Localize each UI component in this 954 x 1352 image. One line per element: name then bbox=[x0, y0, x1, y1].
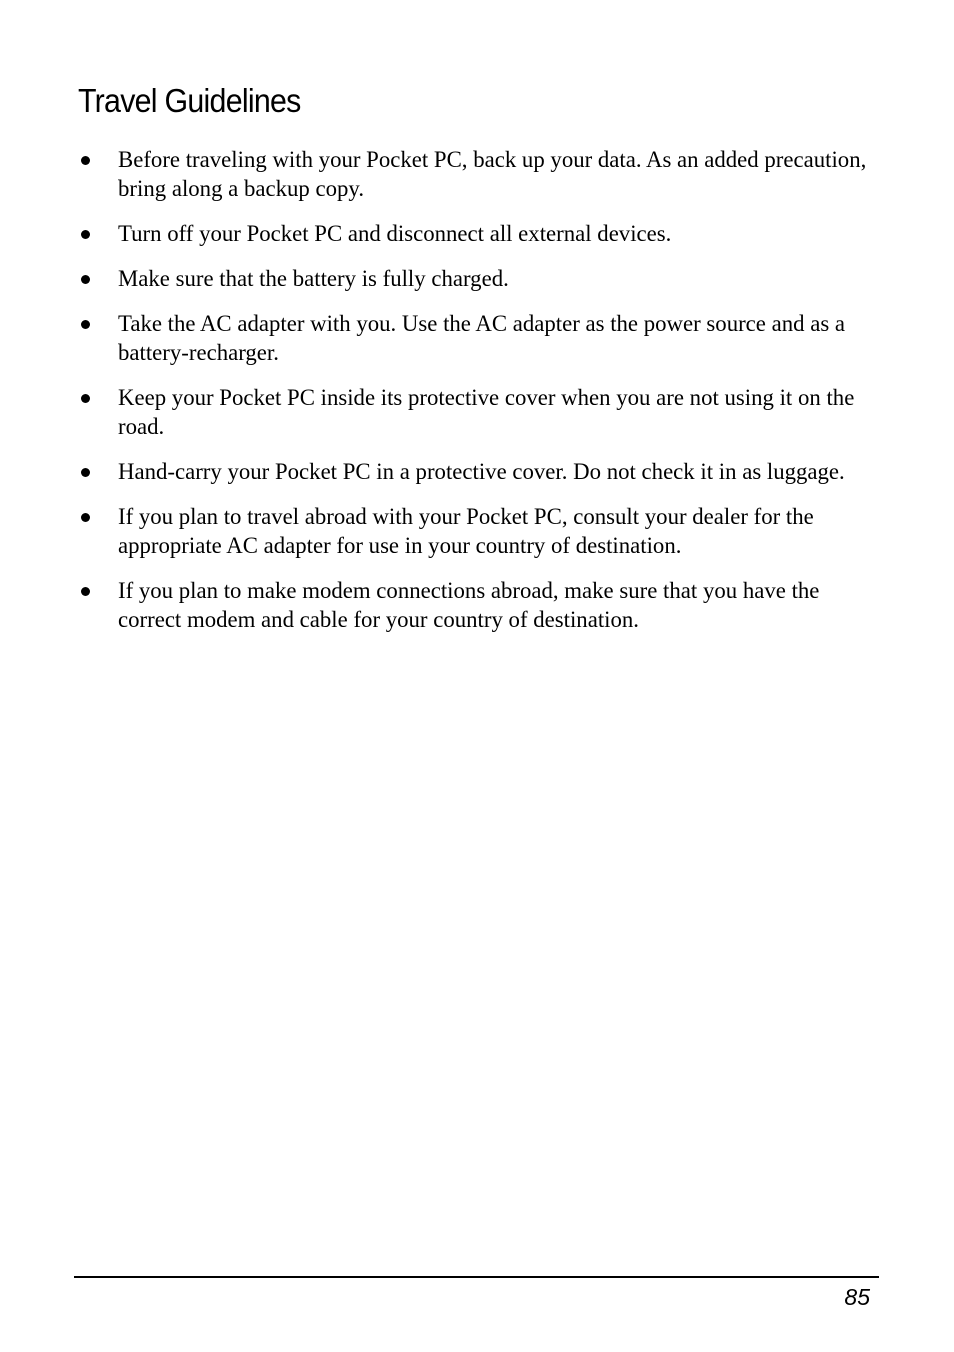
guidelines-list bbox=[78, 145, 878, 650]
list-item bbox=[78, 576, 878, 634]
footer-divider bbox=[74, 1276, 879, 1278]
page-title: Travel Guidelines bbox=[78, 82, 301, 119]
bullet-icon bbox=[81, 468, 90, 477]
list-item-text: Make sure that the battery is fully charged. bbox=[118, 266, 509, 291]
list-item-text: If you plan to travel abroad with your Pocket PC, consult your dealer for the appropriate AC adapter for use in your country of destination. bbox=[118, 504, 814, 558]
list-item-text: Turn off your Pocket PC and disconnect all external devices. bbox=[118, 221, 672, 246]
page-number: 85 bbox=[844, 1284, 870, 1310]
list-item-text: Keep your Pocket PC inside its protective cover when you are not using it on the road. bbox=[118, 385, 855, 439]
list-item bbox=[78, 264, 878, 293]
bullet-icon bbox=[81, 230, 90, 239]
bullet-icon bbox=[81, 394, 90, 403]
list-item bbox=[78, 309, 878, 367]
bullet-icon bbox=[81, 320, 90, 329]
list-item bbox=[78, 457, 878, 486]
bullet-icon bbox=[81, 156, 90, 165]
list-item bbox=[78, 219, 878, 248]
list-item-text: Take the AC adapter with you. Use the AC adapter as the power source and as a battery-recharger. bbox=[118, 311, 846, 365]
list-item bbox=[78, 383, 878, 441]
list-item bbox=[78, 145, 878, 203]
bullet-icon bbox=[81, 513, 90, 522]
list-item bbox=[78, 502, 878, 560]
list-item-text: Before traveling with your Pocket PC, back up your data. As an added precaution, bring along a backup copy. bbox=[118, 147, 867, 201]
list-item-text: If you plan to make modem connections abroad, make sure that you have the correct modem and cable for your country of destination. bbox=[118, 578, 820, 632]
bullet-icon bbox=[81, 275, 90, 284]
list-item-text: Hand-carry your Pocket PC in a protective cover. Do not check it in as luggage. bbox=[118, 459, 845, 484]
bullet-icon bbox=[81, 587, 90, 596]
